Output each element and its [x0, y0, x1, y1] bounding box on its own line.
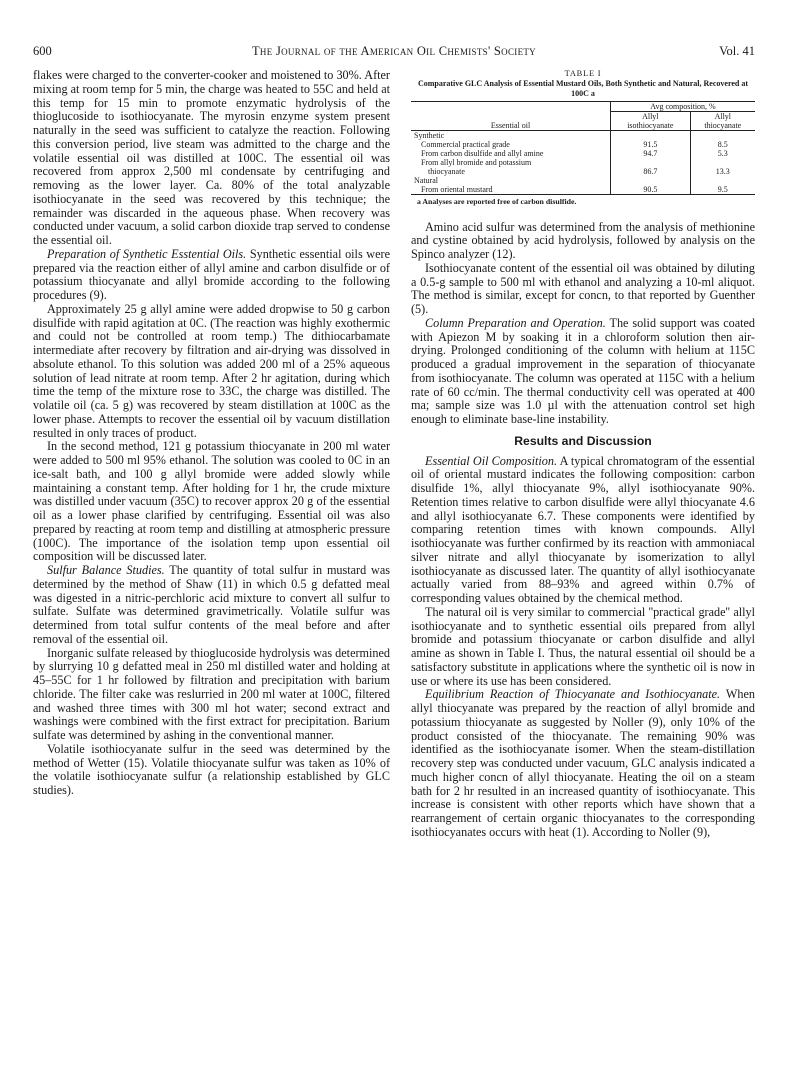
header-essential-oil: Essential oil	[411, 102, 611, 131]
run-in-heading: Column Preparation and Operation.	[425, 315, 606, 330]
running-header	[33, 44, 755, 60]
cell-allyl-thiocyanate	[690, 176, 755, 185]
paragraph: Amino acid sulfur was determined from the analysis of methionine and cystine obtained by acid hydrolysis, followed by analysis on the Spinco analyzer (12).	[411, 219, 755, 262]
run-in-heading: Equilibrium Reaction of Thiocyanate and Isothiocyanate.	[425, 687, 721, 702]
table-1	[411, 69, 755, 207]
paragraph: Volatile isothiocyanate sulfur in the seed was determined by the method of Wetter (15). Volatile thiocyanate sulfur was taken as 10% of the volatile isothiocyanate sulfur (a relationship established by GLC studies).	[33, 741, 390, 797]
table-row	[411, 176, 755, 185]
cell-allyl-isothiocyanate: 90.5	[611, 185, 691, 195]
paragraph	[33, 248, 390, 303]
cell-allyl-isothiocyanate	[611, 158, 691, 167]
paragraph: The natural oil is very similar to commercial ''practical grade'' allyl isothiocyanate and to synthetic essential oils prepared from allyl bromide and potassium thiocyanate or carbon disulfide and allyl amine as shown in Table I. Thus, the natural essential oil should be a satisfactory substitute in applications where the synthetic oil is now in use or where its use has been considered.	[411, 604, 755, 688]
page-number: 600	[33, 44, 52, 58]
paragraph: Approximately 25 g allyl amine were added dropwise to 50 g carbon disulfide with rapid agitation at 0C. (The reaction was highly exothermic and could not be controlled at room temp.) The dithiocarbamate intermediate after recovery by filtration and air-drying was dissolved in absolute ethanol. To this solution was added 200 ml of a 25% aqueous solution of lead nitrate at room temp. After 2 hr agitation, during which time the temp of the mixture rose to 33C, the charge was distilled. The volatile oil (ca. 5 g) was recovered by steam distillation at 100C as the lower phase. Attempts to recover the essential oil by vacuum distillation resulted in only traces of product.	[33, 301, 390, 440]
header-allyl-isothiocyanate: Allyl isothiocyanate	[611, 112, 691, 131]
row-label: From carbon disulfide and allyl amine	[421, 149, 544, 159]
composition-table	[411, 101, 755, 195]
paragraph	[411, 688, 755, 839]
right-column	[411, 69, 755, 840]
cell-allyl-thiocyanate: 13.3	[690, 167, 755, 176]
paragraph: Isothiocyanate content of the essential oil was obtained by diluting a 0.5-g sample to 500 ml with ethanol and analyzing a 10-ml aliquot. The method is similar, except for concn, to that reported by Guenther (5).	[411, 260, 755, 317]
paragraph-text: The solid support was coated with Apiezon M by soaking it in a chloroform solution then air-drying. Prolonged conditioning of the column with helium at 115C produced a gradual improvement in the separation of thiocyanate from isothiocyanate. The column was operated at 115C with a helium rate of 60 cc/min. The thermal conductivity cell was operated at 400 ma; sample size was 1.0 µl with the attenuation control set high enough to eliminate base-line instability.	[411, 315, 756, 427]
table-row	[411, 185, 755, 195]
paragraph: flakes were charged to the converter-cooker and moistened to 30%. After mixing at room temp for 5 min, the charge was heated to 55C and held at this temp for 15 min to promote enzymatic hydrolysis of the thioglucoside to isothiocyanate. The myrosin enzyme system present naturally in the seed was sufficient to catalyze the reaction. Following this conversion period, live steam was admitted to the charge and the volatile essential oil was distilled at 100C. The essential oil was recovered from approx 2,500 ml condensate by centrifuging and removing as the lower layer. Ca. 80% of the total analyzable isothiocyanate in the seed was recovered by this technique; the remainder was discarded in the aqueous phase. When recovery was conducted under vacuum, a solid carbon dioxide trap served to condense the essential oil.	[33, 68, 390, 247]
row-label: From allyl bromide and potassium	[421, 158, 532, 168]
paragraph: In the second method, 121 g potassium thiocyanate in 200 ml water were added to 500 ml 95% ethanol. The solution was cooled to 0C in an ice-salt bath, and 100 g allyl bromide were added slowly while maintaining a constant temp. After holding for 1 hr, the crude mixture was distilled under vacuum (35C) to recover approx 20 g of the essential oil as a lower phase clarified by centrifuging. Essential oil was also prepared by reacting at room temp and distilling at atmospheric pressure (100C). The importance of the isolation temp upon essential oil composition will be discussed later.	[33, 439, 390, 564]
header-allyl-thiocyanate: Allyl thiocyanate	[690, 112, 755, 131]
run-in-heading: Essential Oil Composition.	[425, 453, 558, 468]
paragraph	[411, 317, 755, 427]
row-label: From oriental mustard	[411, 185, 611, 195]
paragraph-text: The quantity of total sulfur in mustard was determined by the method of Shaw (11) in which 0.5 g defatted meal was digested in a nitric-perchloric acid mixture to convert all sulfur to sulfate. Sulfate was determined gravimetrically. Volatile sulfur was determined from total sulfur contents of the meal before and after removal of the essential oil.	[33, 563, 390, 646]
table-row	[411, 140, 755, 149]
table-caption: Comparative GLC Analysis of Essential Mustard Oils, Both Synthetic and Natural, Recovered at 100C a	[417, 79, 749, 98]
cell-allyl-thiocyanate: 5.3	[690, 149, 755, 158]
table-row	[411, 131, 755, 141]
paragraph	[33, 564, 390, 647]
cell-allyl-thiocyanate	[690, 131, 755, 141]
run-in-heading: Preparation of Synthetic Esstential Oils.	[47, 246, 247, 261]
left-column	[33, 69, 390, 798]
run-in-heading: Sulfur Balance Studies.	[47, 563, 165, 577]
cell-allyl-isothiocyanate	[611, 176, 691, 185]
table-footnote: a Analyses are reported free of carbon disulfide.	[417, 197, 577, 207]
journal-title: The Journal of the American Oil Chemists' Society	[252, 44, 536, 58]
table-label: TABLE I	[564, 69, 602, 78]
row-label: thiocyanate	[428, 167, 465, 177]
cell-allyl-isothiocyanate: 86.7	[611, 167, 691, 176]
table-row	[411, 158, 755, 167]
table-body	[411, 131, 755, 195]
table-row	[411, 149, 755, 158]
cell-allyl-thiocyanate: 8.5	[690, 140, 755, 149]
paragraph-text: When allyl thiocyanate was prepared by the reaction of allyl bromide and potassium thiocyanate as suggested by Noller (9), only 10% of the product consisted of the thiocyanate. The remaining 90% was identified as the isothiocyanate isomer. When the steam-distillation recovery step was conducted under vacuum, GLC analysis indicated a much higher concn of allyl thiocyanate. Heating the oil on a steam bath for 2 hr resulted in an increased quantity of isothiocyanate. This increase is consistent with other reports which have shown that a rearrangement of certain organic thiocyanates to the corresponding isothiocyanates occurs with heat (1). According to Noller (9),	[411, 687, 756, 839]
section-title: Results and Discussion	[514, 433, 652, 448]
cell-allyl-isothiocyanate: 94.7	[611, 149, 691, 158]
row-label: Synthetic	[414, 131, 445, 141]
row-label: Natural	[414, 176, 438, 186]
cell-allyl-isothiocyanate	[611, 131, 691, 141]
paragraph: Inorganic sulfate released by thioglucoside hydrolysis was determined by slurrying 10 g defatted meal in 250 ml distilled water and holding at 45–55C for 1 hr followed by filtration and precipitation with barium chloride. The filter cake was reslurried in 200 ml water at 100C, filtered and washed three times with 300 ml hot water; second extract and washings were combined with the first extract for precipitation. Barium sulfate was determined by ashing in the conventional manner.	[33, 645, 390, 742]
cell-allyl-isothiocyanate: 91.5	[611, 140, 691, 149]
paragraph-text: A typical chromatogram of the essential oil of oriental mustard indicates the following composition: carbon disulfide 1%, allyl thiocyanate 9%, allyl isothiocyanate 90%. Retention times relative to carbon disulfide were allyl thiocyanate 4.6 and allyl isothiocyanate 6.7. These components were identified by comparing retention times with known compounds. Allyl isothiocyanate was further confirmed by its reaction with ammoniacal silver nitrate and allyl thiocyanate by isomerization to allyl isothiocyanate as discussed later. The quantity of allyl isothiocyanate actually varied from 88–93% and agreed within 0.7% of corresponding values obtained by the chemical method.	[411, 453, 755, 606]
paragraph-text: Synthetic essential oils were prepared via the reaction either of allyl amine and carbon disulfide or of potassium thiocyanate and allyl bromide according to the following procedures (9).	[33, 246, 390, 302]
header-avg-composition: Avg composition, %	[611, 102, 755, 112]
cell-allyl-thiocyanate	[690, 158, 755, 167]
cell-allyl-thiocyanate: 9.5	[690, 185, 755, 195]
paragraph	[411, 455, 755, 606]
table-row	[411, 167, 755, 176]
row-label: Commercial practical grade	[421, 140, 510, 150]
volume-label: Vol. 41	[719, 44, 755, 58]
